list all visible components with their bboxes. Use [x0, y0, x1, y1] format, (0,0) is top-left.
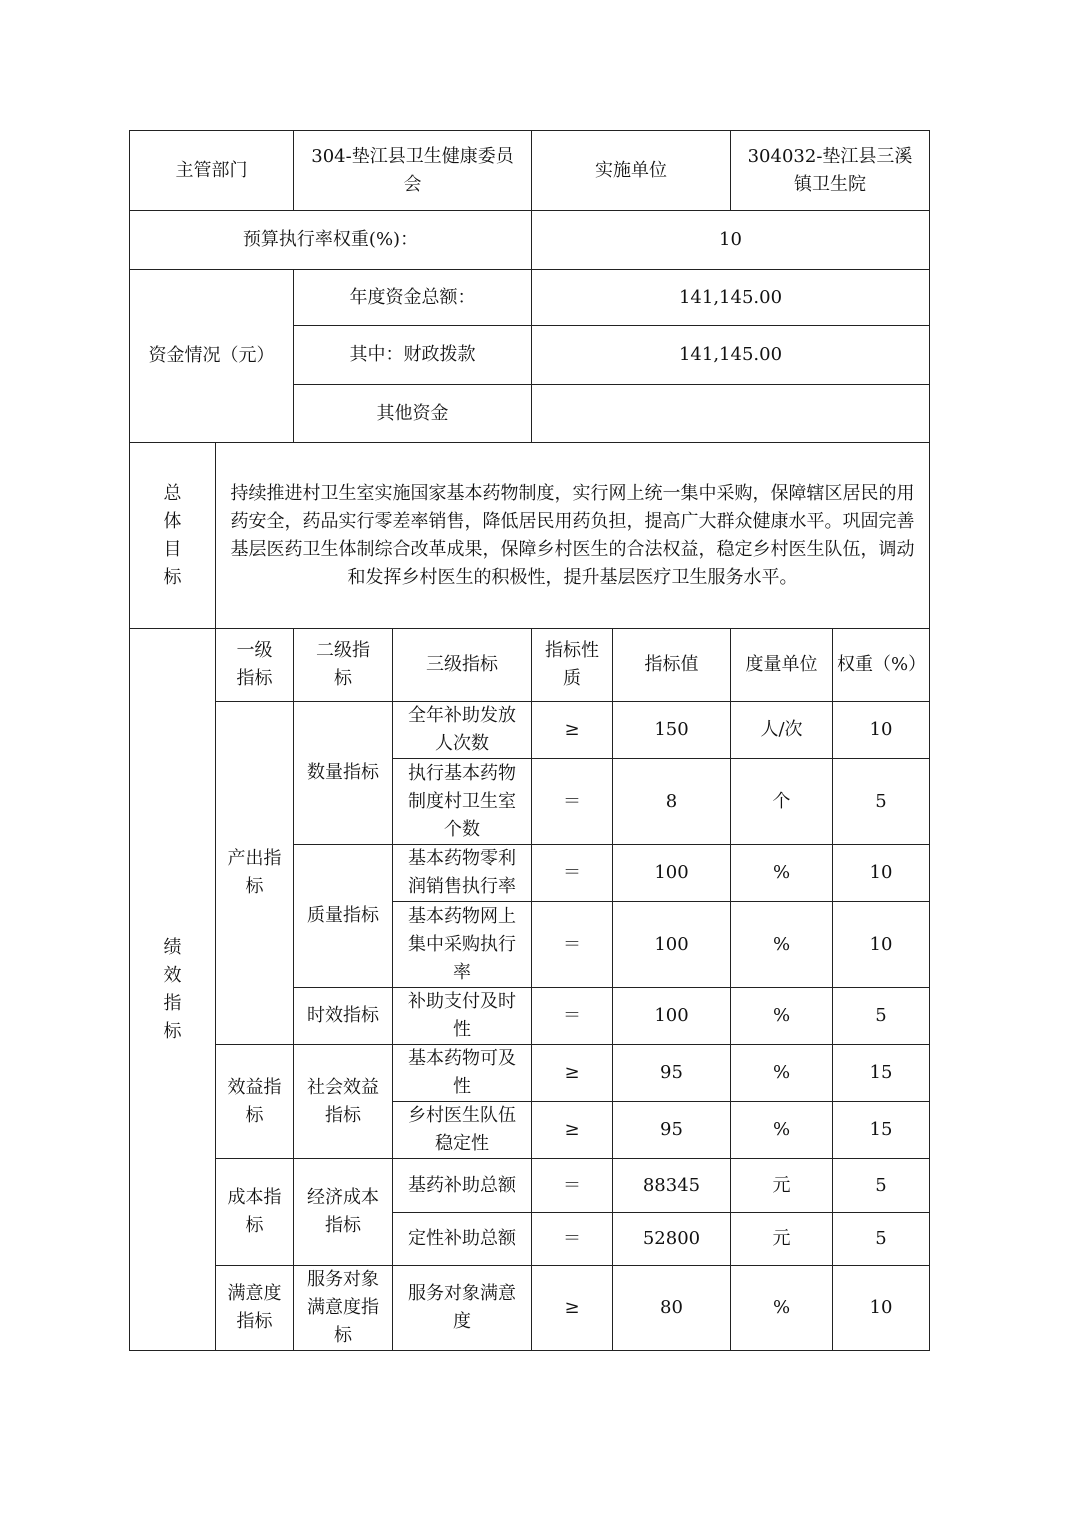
indicator-value: 100: [613, 988, 731, 1045]
level1-output: 产出指标: [216, 702, 294, 1045]
indicator-weight: 10: [833, 702, 930, 759]
indicator-name: 基本药物网上集中采购执行率: [393, 902, 532, 988]
col-header-level3: 三级指标: [393, 629, 532, 702]
col-header-value: 指标值: [613, 629, 731, 702]
col-header-nature: 指标性质: [532, 629, 613, 702]
level2-quality: 质量指标: [294, 845, 393, 988]
dept-label: 主管部门: [130, 131, 294, 211]
indicator-unit: %: [731, 1102, 833, 1159]
perf-label: 绩效指标: [130, 629, 216, 1351]
indicator-op: ＝: [532, 1159, 613, 1213]
table-row: [130, 1266, 930, 1351]
level1-benefit: 效益指标: [216, 1045, 294, 1159]
indicator-unit: 元: [731, 1213, 833, 1266]
funds-other-value: [532, 385, 930, 443]
col-header-unit: 度量单位: [731, 629, 833, 702]
indicator-weight: 10: [833, 1266, 930, 1351]
indicator-weight: 5: [833, 988, 930, 1045]
funds-label: 资金情况（元）: [130, 270, 294, 443]
budget-label: 预算执行率权重(%)：: [130, 211, 532, 270]
indicator-name: 补助支付及时性: [393, 988, 532, 1045]
col-header-level1: 一级指标: [216, 629, 294, 702]
indicator-value: 52800: [613, 1213, 731, 1266]
col-header-weight: 权重（%）: [833, 629, 930, 702]
indicator-weight: 10: [833, 845, 930, 902]
funds-total-label: 年度资金总额：: [294, 270, 532, 326]
indicator-op: ≥: [532, 702, 613, 759]
goal-label: 总体目标: [130, 443, 216, 629]
indicator-unit: %: [731, 845, 833, 902]
indicator-op: ＝: [532, 845, 613, 902]
goal-text: 持续推进村卫生室实施国家基本药物制度，实行网上统一集中采购，保障辖区居民的用药安全，药品实行零差率销售，降低居民用药负担，提高广大群众健康水平。巩固完善基层医药卫生体制综合改革成果，保障乡村医生的合法权益，稳定乡村医生队伍，调动和发挥乡村医生的积极性，提升基层医疗卫生服务水平。: [216, 443, 930, 629]
budget-value: 10: [532, 211, 930, 270]
funds-total-value: 141,145.00: [532, 270, 930, 326]
funds-row-total: [130, 270, 930, 326]
indicator-weight: 5: [833, 759, 930, 845]
indicator-op: ＝: [532, 902, 613, 988]
indicator-name: 基药补助总额: [393, 1159, 532, 1213]
indicator-op: ≥: [532, 1045, 613, 1102]
indicator-weight: 5: [833, 1213, 930, 1266]
indicator-value: 80: [613, 1266, 731, 1351]
indicator-name: 定性补助总额: [393, 1213, 532, 1266]
indicator-value: 95: [613, 1102, 731, 1159]
indicator-value: 8: [613, 759, 731, 845]
unit-label: 实施单位: [532, 131, 731, 211]
goal-row: [130, 443, 930, 629]
indicator-unit: 元: [731, 1159, 833, 1213]
indicator-value: 150: [613, 702, 731, 759]
indicator-value: 100: [613, 845, 731, 902]
indicator-unit: %: [731, 988, 833, 1045]
indicator-name: 基本药物可及性: [393, 1045, 532, 1102]
indicator-op: ＝: [532, 759, 613, 845]
indicator-weight: 15: [833, 1102, 930, 1159]
indicator-unit: 人/次: [731, 702, 833, 759]
unit-value: 304032-垫江县三溪镇卫生院: [731, 131, 930, 211]
indicator-value: 95: [613, 1045, 731, 1102]
header-row: [130, 131, 930, 211]
funds-other-label: 其他资金: [294, 385, 532, 443]
indicator-name: 全年补助发放人次数: [393, 702, 532, 759]
indicator-value: 88345: [613, 1159, 731, 1213]
table-row: [130, 1045, 930, 1102]
indicator-name: 服务对象满意度: [393, 1266, 532, 1351]
indicator-op: ≥: [532, 1266, 613, 1351]
level2-economic-cost: 经济成本指标: [294, 1159, 393, 1266]
dept-value: 304-垫江县卫生健康委员会: [294, 131, 532, 211]
indicator-op: ＝: [532, 988, 613, 1045]
indicator-value: 100: [613, 902, 731, 988]
indicator-unit: %: [731, 902, 833, 988]
performance-target-table: [129, 130, 930, 1351]
indicator-name: 基本药物零利润销售执行率: [393, 845, 532, 902]
funds-fiscal-label: 其中：财政拨款: [294, 326, 532, 385]
indicator-op: ＝: [532, 1213, 613, 1266]
budget-row: [130, 211, 930, 270]
indicator-name: 乡村医生队伍稳定性: [393, 1102, 532, 1159]
level2-timeliness: 时效指标: [294, 988, 393, 1045]
indicator-weight: 5: [833, 1159, 930, 1213]
level1-cost: 成本指标: [216, 1159, 294, 1266]
level2-service-satisfaction: 服务对象满意度指标: [294, 1266, 393, 1351]
indicator-weight: 15: [833, 1045, 930, 1102]
table-row: [130, 702, 930, 759]
indicator-op: ≥: [532, 1102, 613, 1159]
indicator-unit: %: [731, 1045, 833, 1102]
table-row: [130, 1159, 930, 1213]
indicator-name: 执行基本药物制度村卫生室个数: [393, 759, 532, 845]
indicator-unit: %: [731, 1266, 833, 1351]
level2-quantity: 数量指标: [294, 702, 393, 845]
indicator-unit: 个: [731, 759, 833, 845]
level1-satisfaction: 满意度指标: [216, 1266, 294, 1351]
funds-fiscal-value: 141,145.00: [532, 326, 930, 385]
perf-header-row: [130, 629, 930, 702]
indicator-weight: 10: [833, 902, 930, 988]
col-header-level2: 二级指标: [294, 629, 393, 702]
level2-social-benefit: 社会效益指标: [294, 1045, 393, 1159]
